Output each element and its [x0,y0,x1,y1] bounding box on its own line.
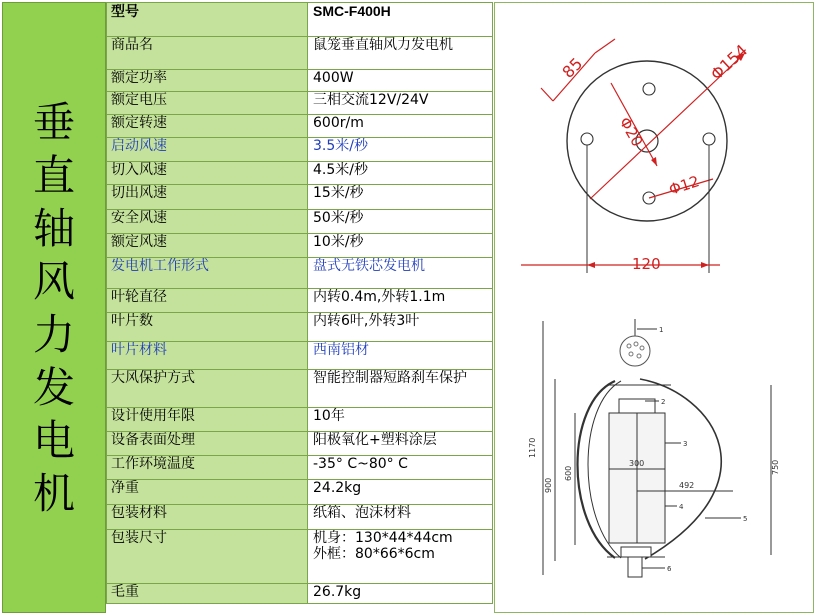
spec-row [107,258,493,289]
spec-row [107,289,493,313]
spec-value: SMC-F400H [308,3,493,37]
title-char: 力 [32,309,75,359]
dim-12-label: Φ12 [666,172,702,199]
spec-row [107,37,493,70]
spec-label: 切入风速 [107,162,308,185]
spec-label: 商品名 [107,37,308,70]
spec-value: 内转6叶,外转3叶 [308,313,493,342]
spec-label: 启动风速 [107,138,308,162]
spec-value: 三相交流12V/24V [308,92,493,115]
spec-row [107,342,493,370]
spec-value: -35° C~80° C [308,456,493,480]
spec-row [107,92,493,115]
title-char: 电 [32,415,75,465]
vertical-title [2,2,106,613]
dim-154-label: Φ154 [706,40,752,84]
dim-1170-label: 1170 [528,437,537,458]
spec-row [107,530,493,584]
flange-drawing [495,3,813,303]
spec-label: 设计使用年限 [107,408,308,432]
spec-value: 纸箱、泡沫材料 [308,505,493,530]
callout-6: 6 [667,565,672,573]
dim-600-label: 600 [564,465,573,481]
spec-row [107,370,493,408]
spec-value: 机身：130*44*44cm 外框：80*66*6cm [308,530,493,584]
spec-value: 阳极氧化+塑料涂层 [308,432,493,456]
spec-label: 叶片材料 [107,342,308,370]
spec-value: 鼠笼垂直轴风力发电机 [308,37,493,70]
spec-value: 24.2kg [308,480,493,505]
callout-3: 3 [683,440,688,448]
callout-1: 1 [659,326,664,334]
spec-row [107,584,493,604]
title-char: 风 [32,256,75,306]
spec-value: 15米/秒 [308,185,493,210]
spec-label: 安全风速 [107,210,308,234]
title-char: 垂 [32,97,75,147]
spec-label: 叶轮直径 [107,289,308,313]
spec-table [106,2,493,604]
spec-row [107,432,493,456]
spec-row [107,3,493,37]
spec-label: 设备表面处理 [107,432,308,456]
dim-85-label: 85 [558,53,587,82]
spec-value: 600r/m [308,115,493,138]
spec-label: 额定功率 [107,70,308,92]
spec-label: 包装材料 [107,505,308,530]
spec-label: 额定风速 [107,234,308,258]
spec-label: 大风保护方式 [107,370,308,408]
spec-row [107,456,493,480]
spec-label: 额定电压 [107,92,308,115]
spec-row [107,505,493,530]
spec-row [107,210,493,234]
spec-value: 智能控制器短路刹车保护 [308,370,493,408]
dim-120-label: 120 [632,255,661,273]
spec-value: 50米/秒 [308,210,493,234]
spec-row [107,70,493,92]
title-char: 机 [32,468,75,518]
spec-value: 26.7kg [308,584,493,604]
spec-row [107,408,493,432]
spec-row [107,162,493,185]
spec-value: 10米/秒 [308,234,493,258]
spec-value: 4.5米/秒 [308,162,493,185]
spec-label: 工作环境温度 [107,456,308,480]
callout-4: 4 [679,503,684,511]
spec-row [107,480,493,505]
spec-label: 净重 [107,480,308,505]
title-char: 发 [32,362,75,412]
dim-300-label: 300 [629,459,645,468]
dim-492-label: 492 [679,481,695,490]
spec-label: 叶片数 [107,313,308,342]
spec-row [107,234,493,258]
dim-750-label: 750 [771,459,780,475]
spec-value: 西南铝材 [308,342,493,370]
dim-900-label: 900 [544,477,553,493]
spec-label: 型号 [107,3,308,37]
spec-value: 10年 [308,408,493,432]
spec-value: 盘式无铁芯发电机 [308,258,493,289]
callout-2: 2 [661,398,666,406]
spec-label: 额定转速 [107,115,308,138]
spec-value: 内转0.4m,外转1.1m [308,289,493,313]
title-char: 直 [32,150,75,200]
dim-20-label: Φ20 [615,114,647,150]
spec-value: 400W [308,70,493,92]
spec-value: 3.5米/秒 [308,138,493,162]
spec-label: 发电机工作形式 [107,258,308,289]
spec-label: 切出风速 [107,185,308,210]
turbine-drawing [495,313,813,613]
spec-row [107,313,493,342]
spec-row [107,115,493,138]
spec-label: 毛重 [107,584,308,604]
spec-row [107,138,493,162]
callout-5: 5 [743,515,748,523]
drawings-panel [494,2,814,613]
spec-label: 包装尺寸 [107,530,308,584]
spec-row [107,185,493,210]
title-char: 轴 [32,203,75,253]
